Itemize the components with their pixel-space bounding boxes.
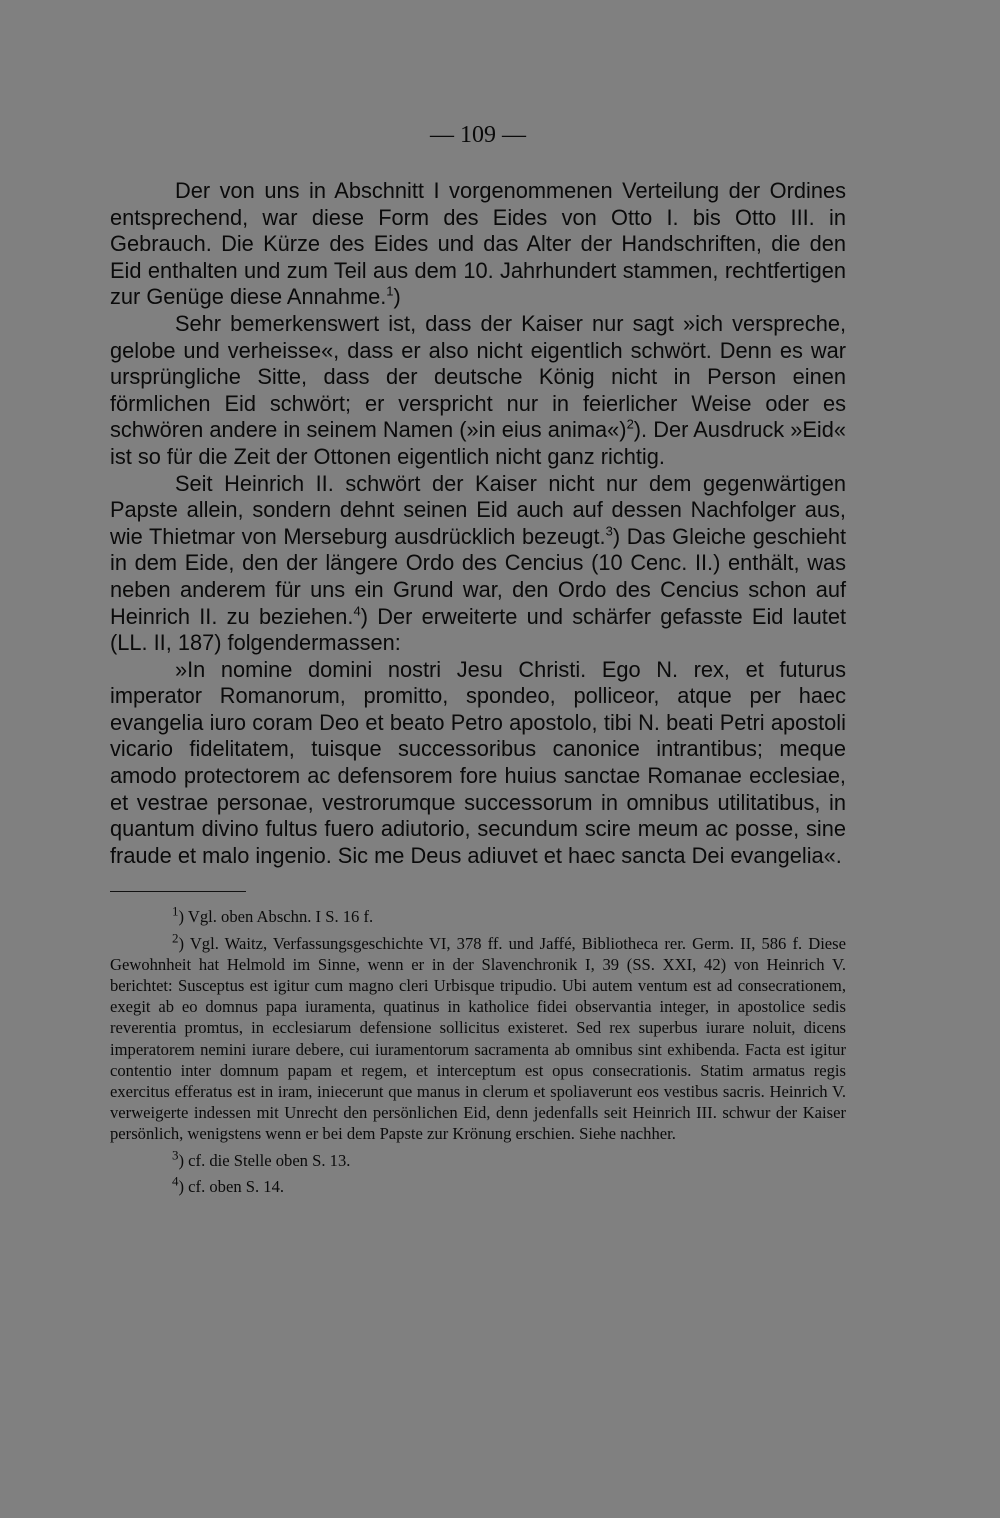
footnote-marker: 2 [172,930,179,946]
body-text [110,178,846,869]
footnote-separator [110,891,246,892]
footnote-ref-4[interactable]: 4 [353,603,361,619]
footnote-2: $^2$) Vgl. Waitz, Verfassungsgeschichte VI, 378 ff. und Jaffé, Bibliotheca rer. Germ. II, 586 f. Diese Gewohnheit hat Helmold im Sinne, wenn er in der Slavenchronik I, 39 (SS. XXI, 42) von Heinrich V. berichtet: Susceptus est igitur cum magno cleri Urbisque tripudio. Ubi autem ventum est ad consecrationem, exegit ab eo domnus papa iuramenta, quatinus in katholice fidei observantia integer, in apostolice sedis reverentia promtus, in ecclesiarum defensione sollicitus existeret. Sed rex superbus iurare noluit, dicens imperatorem nemini iurare debere, cui iuramentorum sacramenta ab omnibus sint exhibenda. Facta est igitur contentio inter domnum papam et regem, et interceptum est opus consecrationis. Statim armatus regis exercitus efferatus est in iram, iniecerunt que manus in clerum et spoliaverunt eos vestibus sacris. Heinrich V. verweigerte indessen mit Unrecht den persönlichen Eid, denn jedenfalls seit Heinrich III. schwur der Kaiser persönlich, wenigstens wenn er bei dem Papste zur Krönung erschien. Siehe nachher. [110,930,846,1144]
oath-quote-paragraph: »In nomine domini nostri Jesu Christi. Ego N. rex, et futurus imperator Romanorum, promitto, spondeo, polliceor, atque per haec evangelia iuro coram Deo et beato Petro apostolo, tibi N. beati Petri apostoli vicario fidelitatem, tuisque successoribus canonice intrantibus; meque amodo protectorem ac defensorem fore huius sanctae Romanae ecclesiae, et vestrae personae, vestrorumque successorum in omnibus utilitatibus, in quantum divino fultus fuero adiutorio, secundum scire meum ac posse, sine fraude et malo ingenio. Sic me Deus adiuvet et haec sancta Dei evangelia«. [110,656,846,868]
page-number: — 109 — [430,122,526,148]
footnote-ref-3[interactable]: 3 [605,523,613,539]
footnote-1: $^1$) Vgl. oben Abschn. I S. 16 f. [172,903,374,927]
footnotes [110,903,846,1197]
book-page [110,118,846,1202]
footnote-ref-2[interactable]: 2 [626,417,634,433]
footnote-3: $^3$) cf. die Stelle oben S. 13. [172,1147,351,1170]
paragraph-3: Seit Heinrich II. schwört der Kaiser nicht nur dem gegenwärtigen Papste allein, sondern dehnt seinen Eid auch auf dessen Nachfolger aus, wie Thietmar von Merseburg ausdrücklich bezeugt.$^3$) Das Gleiche geschieht in dem Eide, den der längere Ordo des Cencius (10 Cenc. II.) enthält, was neben anderem für uns ein Grund war, den Ordo des Cencius schon auf Heinrich II. zu beziehen.$^4$) Der erweiterte und schärfer gefasste Eid lautet (LL. II, 187) folgendermassen: [110,470,846,656]
paragraph-2: Sehr bemerkenswert ist, dass der Kaiser nur sagt »ich verspreche, gelobe und verheisse«, dass er also nicht eigentlich schwört. Denn es war ursprüngliche Sitte, dass der deutsche König nicht in Person einen förmlichen Eid schwört; er verspricht nur in feierlicher Weise oder es schwören andere in seinem Namen (»in eius anima«)$^2$). Der Ausdruck »Eid« ist so für die Zeit der Ottonen eigentlich nicht ganz richtig. [110,310,846,469]
footnote-ref-1[interactable]: 1 [386,284,394,300]
footnote-marker: 4 [172,1173,179,1189]
footnote-4: $^4$) cf. oben S. 14. [172,1173,285,1196]
footnote-marker: 3 [172,1147,179,1163]
paragraph-1: Der von uns in Abschnitt I vorgenommenen Verteilung der Ordines entsprechend, war diese Form des Eides von Otto I. bis Otto III. in Gebrauch. Die Kürze des Eides und das Alter der Handschriften, die den Eid enthalten und zum Teil aus dem 10. Jahrhundert stammen, rechtfertigen zur Genüge diese Annahme.$^1$) [110,178,846,310]
footnote-marker: 1 [172,903,179,919]
